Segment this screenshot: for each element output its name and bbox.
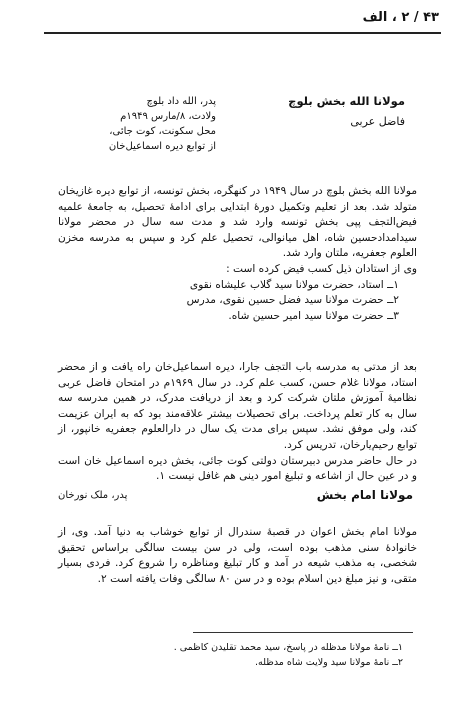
list-item: ۳ــ حضرت مولانا سید امیر حسین شاه.	[228, 309, 399, 322]
entry-biodata	[56, 94, 216, 154]
entry-body-2	[58, 360, 417, 485]
residence-line: محل سکونت، کوت جائی،	[109, 126, 216, 137]
footnote: ۲ــ نامهٔ مولانا سید ولایت شاه مدظله.	[255, 657, 403, 668]
father-line-2: پدر، ملک نورخان	[58, 490, 128, 501]
list-item: ۱ــ استاد، حضرت مولانا سید گلاب علیشاه نقوی	[189, 278, 399, 291]
paragraph: در حال حاضر مدرس دبیرستان دولتی کوت جائی، بخش دیره اسماعیل خان است و در عین حال از اشاعه و تبلیغ امور دینی هم غافل نیست ۱.	[58, 454, 417, 483]
paragraph: مولانا الله بخش بلوچ در سال ۱۹۴۹ در کنهگره، بخش تونسه، از توابع دیره غازیخان متولد شد. بعد از تعلیم وتکمیل دورهٔ ابتدایی برای ادامهٔ تحصیل، به جامعهٔ علمیه فیض‌التجف پپی بخش تونسه وارد شد و مدت سه سال در محضر مولانا سیدامدادحسین شاه، اهل میانوالی، تحصیل علم کرد و سپس به مدرسه مخزن العلوم جعفریه، ملتان وارد شد.	[58, 185, 417, 260]
entry-body-1	[58, 184, 417, 324]
paragraph: بعد از مدتی به مدرسه باب التجف جارا، دیره اسماعیل‌خان راه یافت و از محضر استاد، مولانا غلام حسن، کسب علم کرد. در سال ۱۹۶۹م در امتحان فاضل عربی نظامیهٔ آموزش ملتان شرکت کرد و بعد از دریافت مدرک، در همین مدرسه سه سال به کار تعلم پرداخت. برای تحصیلات بیشتر علاقه‌مند بود که به ایران عزیمت کند، ولی موفق نشد. سپس برای مدت یک سال در دارالعلوم جعفریه خانپور، از توابع رحیم‌یارخان، تدریس کرد.	[58, 361, 417, 451]
header-rule	[44, 32, 441, 34]
entry-qualification: فاضل عربی	[350, 115, 405, 128]
teachers-intro: وی از استادان ذیل کسب فیض کرده است :	[226, 262, 417, 275]
teachers-list	[58, 278, 417, 325]
entry-name: مولانا الله بخش بلوچ	[288, 94, 405, 108]
footnotes	[174, 640, 403, 670]
entry-name-2: مولانا امام بخش	[316, 488, 413, 502]
father-line: پدر، الله داد بلوچ	[146, 96, 216, 107]
footnote: ۱ــ نامهٔ مولانا مدظله در پاسخ، سید محمد تقلیدن کاظمی .	[173, 642, 403, 653]
footnote-rule	[193, 632, 413, 633]
birth-line: ولادت، ۸/مارس ۱۹۴۹م	[120, 111, 216, 122]
entry-body-3	[58, 525, 417, 587]
page-number: ۴۳ / ۲ ، الف	[362, 10, 439, 25]
paragraph: مولانا امام بخش اعوان در قصبهٔ سندرال از توابع خوشاب به دنیا آمد. وی، از خانوادهٔ سنی مذهب بوده است، ولی در سن بیست سالگی براساس تحقیق شخصی، به مذهب شیعه در آمد و کار تبلیغ ومناظره را شروع کرد. فردی بسیار متقی، و نیز مبلغ دین اسلام بوده و در سن ۸۰ سالگی وفات یافته است ۲.	[58, 526, 417, 585]
list-item: ۲ــ حضرت مولانا سید فضل حسین نقوی، مدرس	[186, 294, 399, 307]
district-line: از توابع دیره اسماعیل‌خان	[108, 141, 216, 152]
